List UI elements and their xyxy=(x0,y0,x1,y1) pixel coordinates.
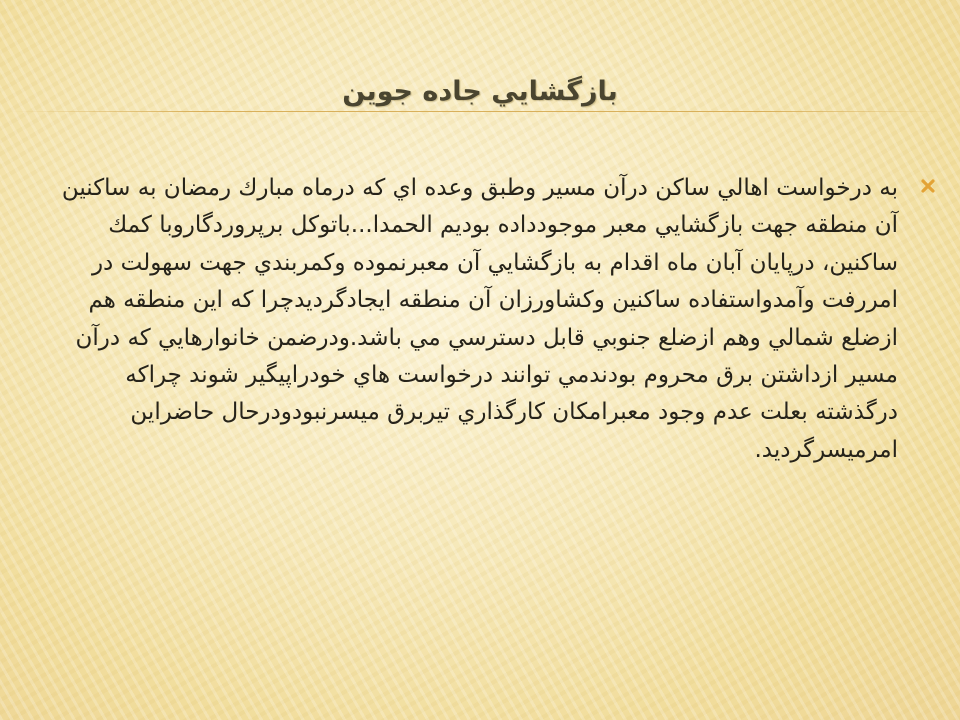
slide-body xyxy=(60,170,938,469)
bullet-paragraph: به درخواست اهالي ساكن درآن مسير وطبق وعده اي كه درماه مبارك رمضان به ساكنين آن منطقه جهت بازگشايي معبر موجودداده بوديم الحمدا...باتوكل برپروردگاروبا كمك ساكنين، درپايان آبان ماه اقدام به بازگشايي آن معبرنموده وكمربندي جهت سهولت در امررفت وآمدواستفاده ساكنين وكشاورزان آن منطقه ايجادگرديدچرا كه اين منطقه هم ازضلع شمالي وهم ازضلع جنوبي قابل دسترسي مي باشد.ودرضمن خانوارهايي كه درآن مسير ازداشتن برق محروم بودندمي توانند درخواست هاي خودراپيگير شوند چراكه درگذشته بعلت عدم وجود معبرامكان كارگذاري تيربرق ميسرنبودودرحال حاضراين امرميسرگرديد. xyxy=(61,175,898,463)
slide-title: بازگشايي جاده جوين xyxy=(342,76,618,107)
x-bullet-icon xyxy=(920,178,936,194)
bullet-item xyxy=(60,170,938,469)
title-divider xyxy=(10,111,950,112)
